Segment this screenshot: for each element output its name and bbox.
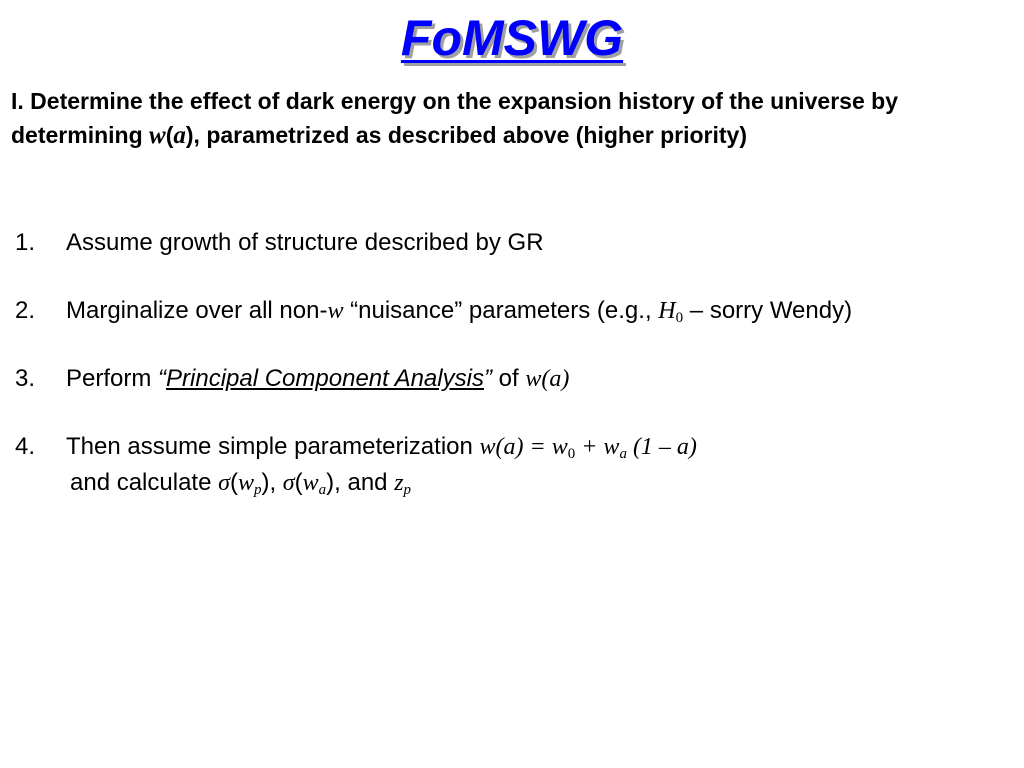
text-segment: ( <box>294 469 303 496</box>
intro-a: a <box>173 122 186 149</box>
text-segment: “nuisance” parameters (e.g., <box>343 297 659 324</box>
intro-text-2: ), parametrized as described above (higher priority) <box>185 122 747 148</box>
math-subscript: 0 <box>675 310 684 326</box>
list-number: 3. <box>15 365 36 392</box>
math-H: H <box>658 298 676 324</box>
list-text <box>66 362 569 396</box>
math-equation: (1 – a) <box>626 434 697 460</box>
math-sigma: σ <box>282 470 295 496</box>
math-w: w <box>302 470 319 496</box>
text-segment: ), and <box>326 469 395 496</box>
text-segment: Then assume simple parameterization <box>66 433 480 460</box>
math-equation: w(a) = w <box>479 434 568 460</box>
list-number: 2. <box>15 297 36 324</box>
list-text <box>66 430 697 464</box>
math-equation: + w <box>575 434 620 460</box>
pca-emphasis: Principal Component Analysis <box>166 365 484 392</box>
math-subscript: p <box>403 482 412 498</box>
list-number: 4. <box>15 433 36 460</box>
slide-title: FoMSWG <box>400 10 624 66</box>
intro-w: w <box>149 122 166 149</box>
math-w: w <box>237 470 254 496</box>
intro-text-1: I. Determine the effect of dark energy on the expansion history of the universe by determining <box>11 88 898 148</box>
list-number: 1. <box>15 229 36 256</box>
math-subscript: a <box>318 482 327 498</box>
math-w-of-a: w(a) <box>525 366 570 392</box>
intro-paragraph <box>11 84 1001 153</box>
list-text <box>66 294 852 328</box>
math-subscript: 0 <box>567 446 576 462</box>
intro-paren: ( <box>165 122 174 148</box>
text-segment: of <box>491 365 526 392</box>
list-item-continuation <box>70 466 411 500</box>
math-z: z <box>394 470 404 496</box>
list-text: Assume growth of structure described by GR <box>66 229 544 256</box>
text-segment: ( <box>229 469 238 496</box>
quote-open: “ <box>158 365 167 392</box>
math-sigma: σ <box>218 470 230 496</box>
text-segment: ), <box>261 469 283 496</box>
quote-close: ” <box>483 365 492 392</box>
math-subscript: a <box>619 446 627 462</box>
math-w: w <box>327 298 344 324</box>
text-segment: Perform <box>66 365 159 392</box>
text-segment: – sorry Wendy) <box>683 297 853 324</box>
text-segment: and calculate <box>70 469 219 496</box>
text-segment: Marginalize over all non- <box>66 297 328 324</box>
math-subscript: p <box>253 482 262 498</box>
